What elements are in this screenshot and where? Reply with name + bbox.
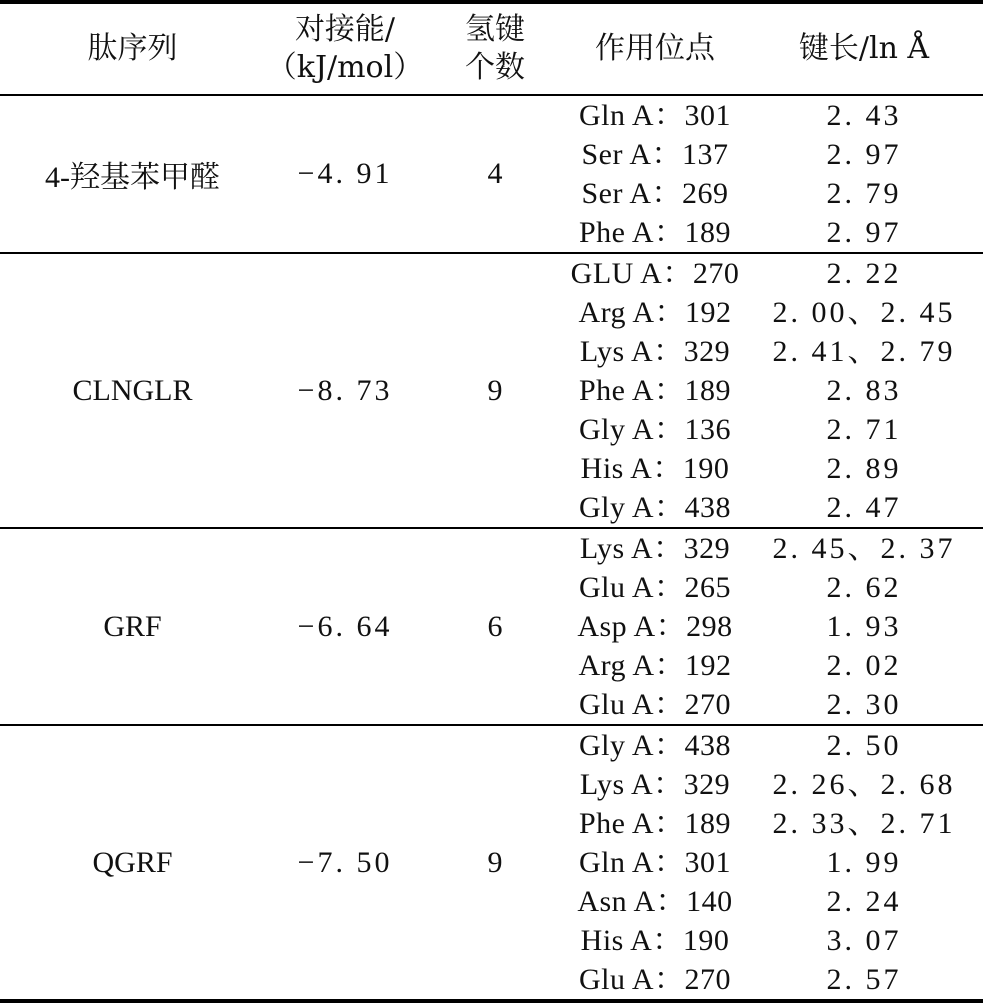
table-body (0, 95, 983, 1001)
site-item: Asp A：298 (577, 610, 733, 643)
site-item: Arg A：192 (578, 296, 732, 329)
bond-length-item: 2. 89 (826, 452, 902, 485)
bond-length-item: 2. 41、2. 79 (772, 335, 956, 368)
bond-length-item: 2. 43 (826, 99, 902, 132)
site-list-cell (565, 725, 745, 1001)
bond-length-item: 2. 83 (826, 374, 902, 407)
site-item: Arg A：192 (578, 649, 732, 682)
site-item: Gln A：301 (578, 99, 731, 132)
bond-length-item: 2. 02 (826, 649, 902, 682)
site-item: Gly A：136 (578, 413, 731, 446)
energy-cell: −7. 50 (265, 725, 425, 1001)
table-row (0, 95, 983, 253)
site-item: Glu A：270 (578, 688, 731, 721)
bond-length-item: 2. 22 (826, 257, 902, 290)
site-list-cell (565, 528, 745, 725)
site-item: Gly A：438 (578, 491, 731, 524)
site-item: Glu A：265 (578, 571, 731, 604)
site-item: Phe A：189 (578, 807, 731, 840)
energy-cell: −6. 64 (265, 528, 425, 725)
hbond-count-cell: 9 (425, 253, 565, 528)
table-row (0, 725, 983, 1001)
site-item: Lys A：329 (579, 335, 731, 368)
site-item: GLU A：270 (570, 257, 740, 290)
bond-length-item: 2. 30 (826, 688, 902, 721)
bond-length-item: 2. 45、2. 37 (772, 532, 956, 565)
bond-length-item: 1. 99 (826, 846, 902, 879)
header-binding-site: 作用位点 (565, 2, 745, 95)
site-item: His A：190 (580, 924, 730, 957)
bond-length-list-cell (745, 725, 983, 1001)
bond-length-item: 2. 50 (826, 729, 902, 762)
site-item: Gly A：438 (578, 729, 731, 762)
bond-length-item: 2. 97 (826, 138, 902, 171)
energy-cell: −4. 91 (265, 95, 425, 253)
bond-length-item: 2. 62 (826, 571, 902, 604)
site-item: His A：190 (580, 452, 730, 485)
bond-length-item: 2. 71 (826, 413, 902, 446)
site-list-cell (565, 95, 745, 253)
peptide-cell: CLNGLR (0, 253, 265, 528)
bond-length-item: 1. 93 (826, 610, 902, 643)
bond-length-item: 2. 33、2. 71 (772, 807, 956, 840)
bond-length-list-cell (745, 253, 983, 528)
bond-length-list-cell (745, 528, 983, 725)
bond-length-item: 2. 57 (826, 963, 902, 996)
hbond-count-cell: 4 (425, 95, 565, 253)
bond-length-item: 2. 97 (826, 216, 902, 249)
peptide-cell: QGRF (0, 725, 265, 1001)
bond-length-item: 2. 79 (826, 177, 902, 210)
peptide-cell: GRF (0, 528, 265, 725)
site-item: Glu A：270 (578, 963, 731, 996)
bond-length-item: 2. 26、2. 68 (772, 768, 956, 801)
table-row (0, 528, 983, 725)
site-list-cell (565, 253, 745, 528)
bond-length-item: 2. 00、2. 45 (772, 296, 956, 329)
header-bond-length: 键长/ln Å (745, 2, 983, 95)
site-item: Phe A：189 (578, 374, 731, 407)
bond-length-item: 2. 47 (826, 491, 902, 524)
hbond-count-cell: 9 (425, 725, 565, 1001)
site-item: Lys A：329 (579, 768, 731, 801)
site-item: Phe A：189 (578, 216, 731, 249)
hbond-count-cell: 6 (425, 528, 565, 725)
header-hbond-count: 氢键 个数 (425, 2, 565, 95)
site-item: Ser A：269 (581, 177, 729, 210)
header-row (0, 2, 983, 95)
header-peptide: 肽序列 (0, 2, 265, 95)
site-item: Gln A：301 (578, 846, 731, 879)
peptide-cell: 4-羟基苯甲醛 (0, 95, 265, 253)
bond-length-list-cell (745, 95, 983, 253)
site-item: Ser A：137 (581, 138, 729, 171)
header-docking-energy: 对接能/ （kJ/mol） (265, 2, 425, 95)
site-item: Lys A：329 (579, 532, 731, 565)
energy-cell: −8. 73 (265, 253, 425, 528)
bond-length-item: 3. 07 (826, 924, 902, 957)
bond-length-item: 2. 24 (826, 885, 902, 918)
table-row (0, 253, 983, 528)
site-item: Asn A：140 (577, 885, 733, 918)
